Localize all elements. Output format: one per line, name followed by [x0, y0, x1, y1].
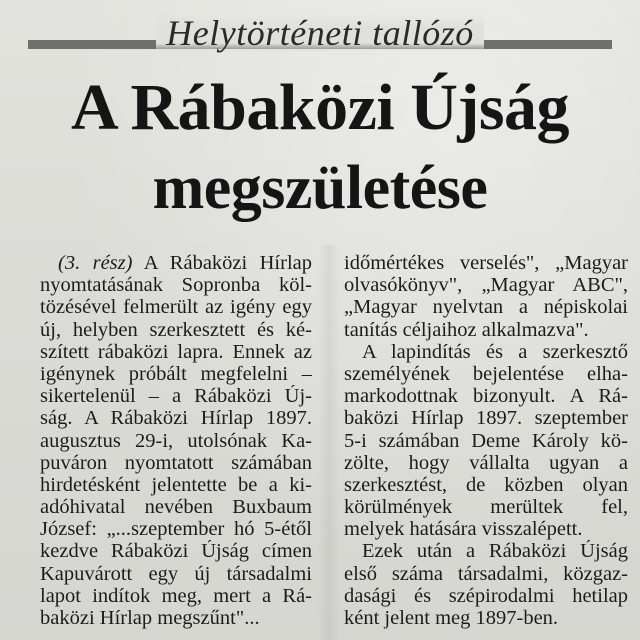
body-line: új, helyben szerkesztett és ké-	[40, 318, 312, 341]
body-line: ság. A Rábaközi Hírlap 1897.	[40, 407, 312, 430]
body-line: személyének bejelentése elha-	[344, 362, 628, 385]
body-line: Ezek után a Rábaközi Újság	[362, 540, 628, 563]
body-line: tanítás céljaihoz alkalmazva".	[344, 318, 589, 341]
body-line: lapot indítok meg, mert a Rá-	[40, 584, 312, 607]
body-line: időmértékes verselés", „Magyar	[344, 252, 628, 274]
body-line-text: A Rábaközi Hírlap	[132, 252, 312, 274]
body-line: szített rábaközi lapra. Ennek az	[40, 340, 312, 363]
body-line: augusztus 29-i, utolsónak Ka-	[40, 429, 312, 452]
body-line: olvasókönyv", „Magyar ABC",	[344, 274, 628, 297]
body-line: kezdve Rábaközi Újság címen	[40, 540, 312, 563]
column-gutter	[318, 245, 340, 640]
body-line: József: „...szeptember hó 5-étől	[40, 518, 312, 541]
column-kicker	[0, 12, 640, 54]
body-line: hirdetésként jelentette be a ki-	[40, 473, 312, 496]
body-line: körülmények merültek fel,	[344, 496, 628, 519]
body-line: ként jelent meg 1897-ben.	[344, 607, 559, 629]
body-line: markodottnak bizonyult. A Rá-	[344, 385, 628, 408]
part-label: (3. rész)	[58, 252, 133, 274]
body-line: szerkesztést, de közben olyan	[344, 473, 628, 496]
body-line: tözésével felmerült az igény egy	[40, 296, 312, 319]
body-line: igénynek próbált megfelelni –	[40, 362, 312, 385]
body-line: baközi Hírlap megszűnt"...	[40, 607, 260, 629]
kicker-text: Helytörténeti tallózó	[156, 13, 483, 53]
body-line: sikertelenül – a Rábaközi Új-	[40, 385, 312, 408]
body-line: zölte, hogy vállalta ugyan a	[344, 451, 628, 474]
article-column-left	[40, 252, 312, 629]
body-line: 5-i számában Deme Károly kö-	[344, 429, 628, 452]
headline-line-1: A Rábaközi Újság	[70, 71, 570, 144]
body-line: puváron nyomtatott számában	[40, 451, 312, 474]
body-line: „Magyar nyelvtan a népiskolai	[344, 296, 628, 319]
body-line: nyomtatásának Sopronba köl-	[40, 274, 312, 297]
body-line: melyek hatására visszalépett.	[344, 518, 583, 541]
body-line: Kapuvárott egy új társadalmi	[40, 562, 312, 585]
body-line: első száma társadalmi, közgaz-	[344, 562, 628, 585]
body-line	[40, 252, 312, 274]
body-line: adóhivatal nevében Buxbaum	[40, 496, 312, 519]
body-line: A lapindítás és a szerkesztő	[362, 340, 628, 363]
article-column-right	[344, 252, 628, 629]
headline-line-2: megszületése	[152, 154, 488, 222]
body-line: dasági és szépirodalmi hetilap	[344, 584, 628, 607]
body-line: baközi Hírlap 1897. szeptember	[344, 407, 628, 430]
